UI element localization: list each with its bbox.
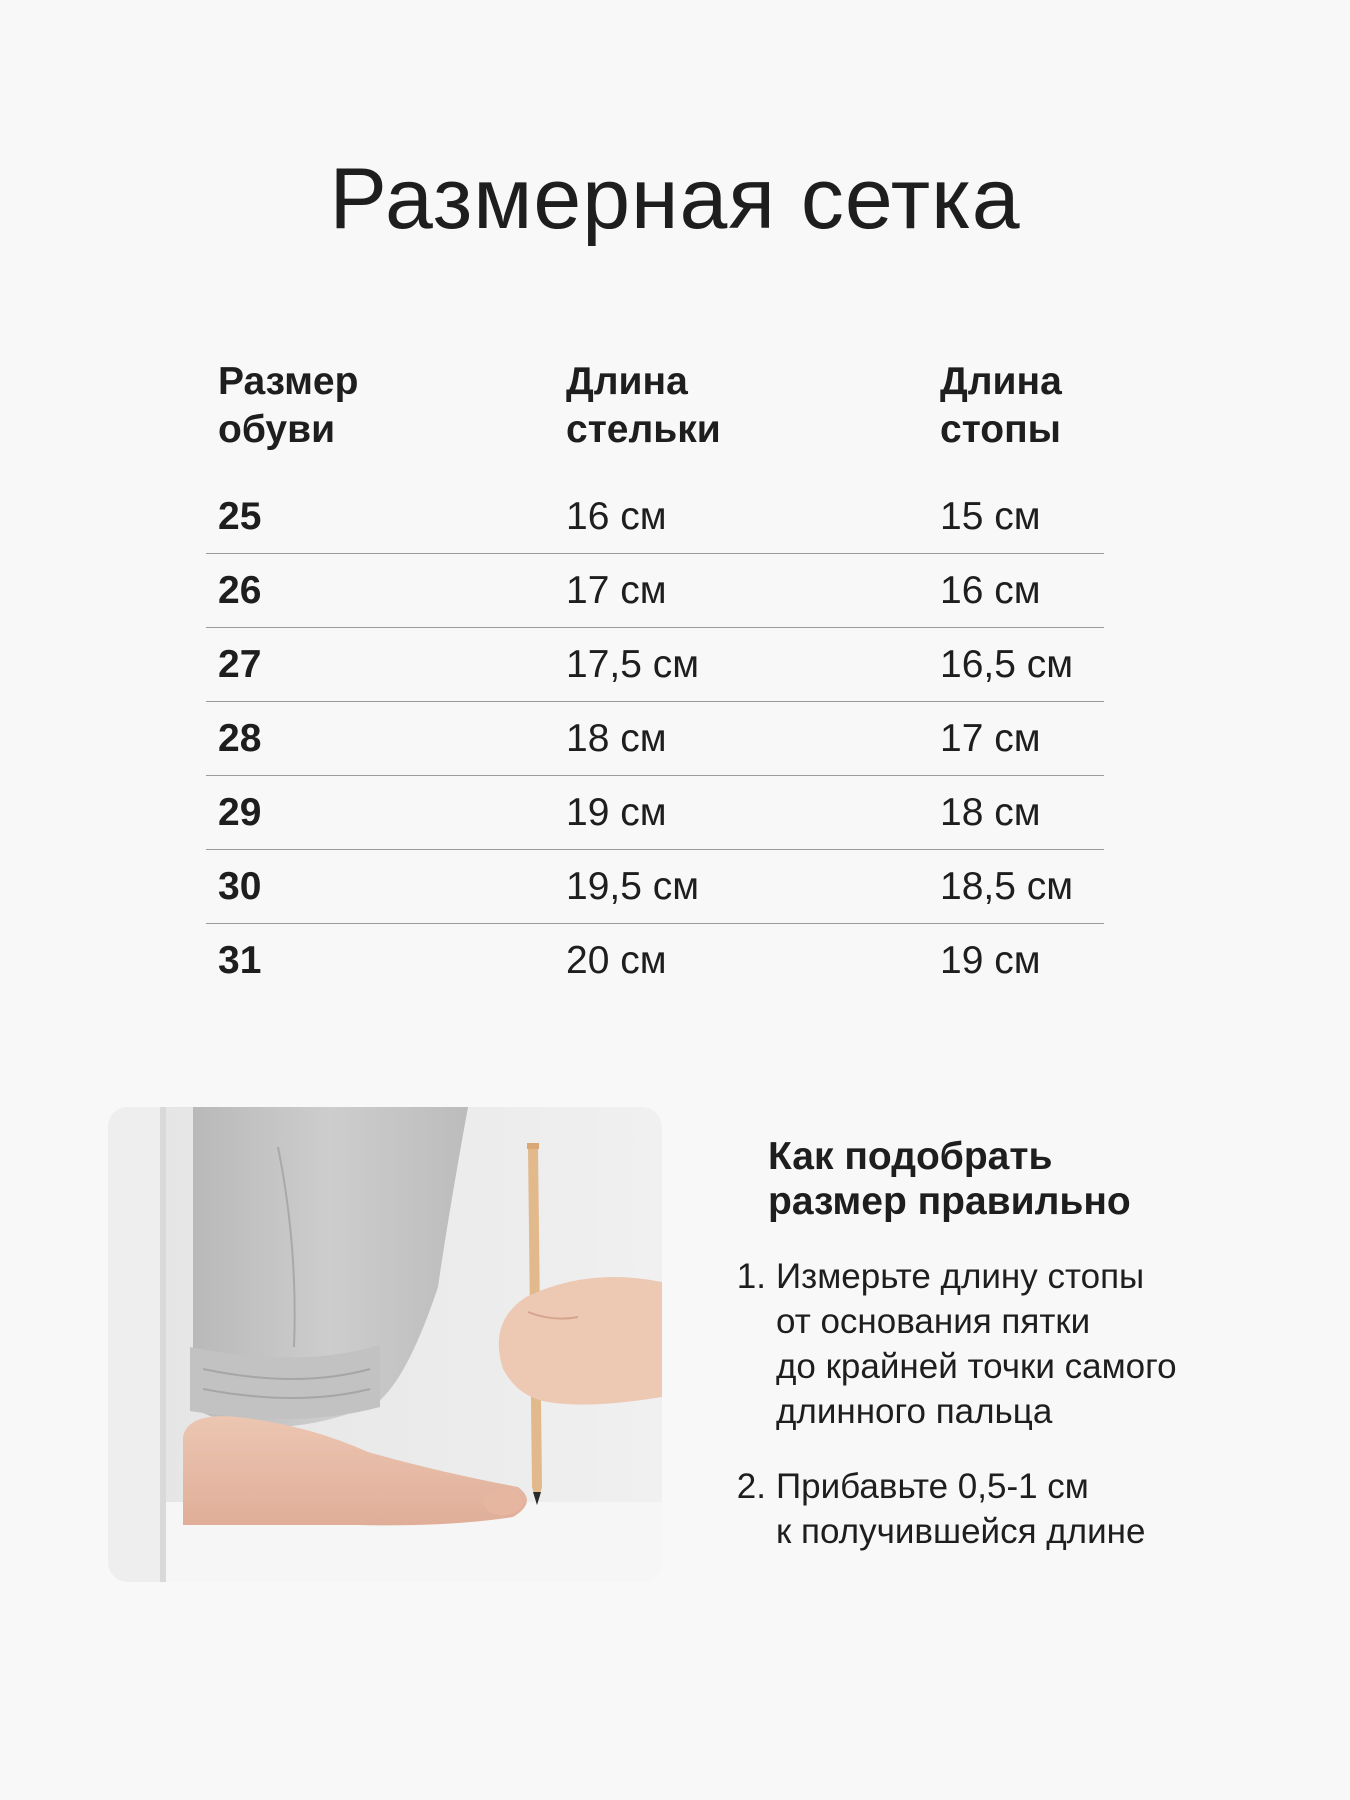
cell-shoe-size: 29 xyxy=(218,790,262,834)
steps-list xyxy=(720,1254,1280,1584)
table-row xyxy=(206,924,1104,997)
table-row xyxy=(206,554,1104,628)
cell-insole-length: 16 см xyxy=(566,494,667,538)
cell-foot-length: 19 см xyxy=(940,938,1041,982)
step-item xyxy=(720,1254,1280,1434)
cell-shoe-size: 27 xyxy=(218,642,262,686)
table-row xyxy=(206,776,1104,850)
step-text: Измерьте длину стопы от основания пятки до крайней точки самого длинного пальца xyxy=(776,1257,1177,1431)
cell-shoe-size: 28 xyxy=(218,716,262,760)
table-header xyxy=(206,358,1104,480)
table-row xyxy=(206,628,1104,702)
cell-shoe-size: 31 xyxy=(218,938,262,982)
cell-foot-length: 17 см xyxy=(940,716,1041,760)
table-body xyxy=(206,480,1104,997)
cell-insole-length: 19,5 см xyxy=(566,864,700,908)
step-number: 2. xyxy=(736,1467,766,1506)
guide-title: Как подобрать размер правильно xyxy=(768,1135,1131,1223)
cell-shoe-size: 26 xyxy=(218,568,262,612)
cell-insole-length: 19 см xyxy=(566,790,667,834)
cell-shoe-size: 25 xyxy=(218,494,262,538)
cell-foot-length: 18 см xyxy=(940,790,1041,834)
step-item xyxy=(720,1464,1280,1554)
foot-measuring-photo xyxy=(108,1107,662,1582)
cell-foot-length: 16 см xyxy=(940,568,1041,612)
page-title: Размерная сетка xyxy=(329,151,1021,247)
step-number: 1. xyxy=(736,1257,766,1296)
cell-foot-length: 18,5 см xyxy=(940,864,1074,908)
cell-foot-length: 15 см xyxy=(940,494,1041,538)
table-row xyxy=(206,702,1104,776)
size-table xyxy=(206,358,1104,997)
cell-shoe-size: 30 xyxy=(218,864,262,908)
cell-insole-length: 18 см xyxy=(566,716,667,760)
header-foot-length: Длина стопы xyxy=(940,360,1062,451)
header-shoe-size: Размер обуви xyxy=(218,360,359,451)
step-text: Прибавьте 0,5-1 см к получившейся длине xyxy=(776,1467,1146,1551)
table-row xyxy=(206,480,1104,554)
cell-insole-length: 20 см xyxy=(566,938,667,982)
cell-insole-length: 17,5 см xyxy=(566,642,700,686)
cell-insole-length: 17 см xyxy=(566,568,667,612)
table-row xyxy=(206,850,1104,924)
header-insole-length: Длина стельки xyxy=(566,360,721,451)
cell-foot-length: 16,5 см xyxy=(940,642,1074,686)
